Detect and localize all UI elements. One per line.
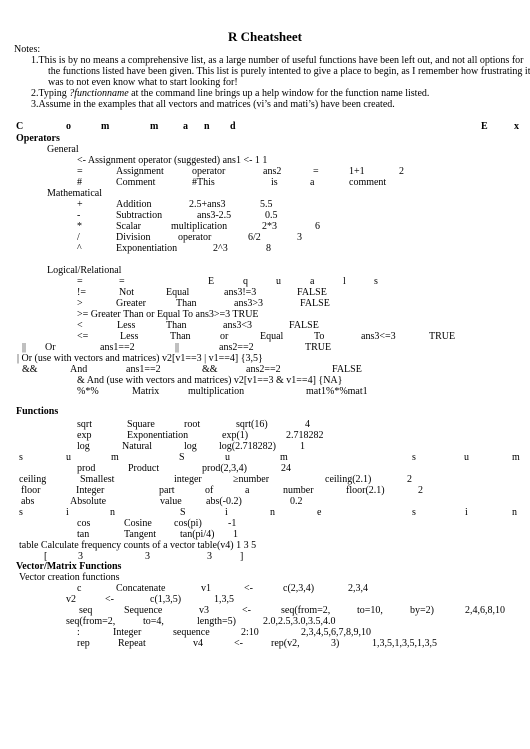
row-5-cell: 6 — [315, 221, 320, 232]
row-25-cell: floor — [21, 485, 41, 496]
row-32-cell: c(2,3,4) — [283, 583, 315, 594]
row-26-cell: abs(-0.2) — [206, 496, 242, 507]
row-1-cell: = — [313, 166, 319, 177]
row-17-cell: & And (use with vectors and matrices) v2[v1==3 & v1==4] {NA} — [77, 375, 343, 386]
row-18-cell: multiplication — [188, 386, 245, 397]
row-36-cell: sequence — [173, 627, 210, 638]
row-2-cell: comment — [349, 177, 387, 188]
row-27-cell: i — [465, 507, 468, 518]
row-24-cell: Smallest — [80, 474, 115, 485]
row-21-cell: log — [184, 441, 197, 452]
row-27-cell: n — [270, 507, 275, 518]
row-35-cell: length=5) — [197, 616, 236, 627]
row-4-cell: 0.5 — [265, 210, 278, 221]
row-32-cell: Concatenate — [116, 583, 166, 594]
row-34-cell: <- — [242, 605, 251, 616]
row-14-cell: TRUE — [305, 342, 332, 353]
row-35-cell: 2.0,2.5,3.0,3.5,4.0 — [263, 616, 336, 627]
row-30-cell: table Calculate frequency counts of a vector table(v4) 1 3 5 — [19, 540, 257, 551]
row-27-cell: i — [225, 507, 228, 518]
row-1-cell: = — [77, 166, 83, 177]
row-18-cell: Matrix — [132, 386, 160, 397]
subsection-general: General — [47, 144, 79, 155]
note-1-line-3: was to not even know what to start looking for! — [48, 77, 238, 88]
row-27-cell: s — [19, 507, 23, 518]
row-23-cell: 24 — [281, 463, 291, 474]
row-26-cell: value — [160, 496, 182, 507]
row-31-cell: 3 — [207, 551, 212, 562]
row-27-cell: s — [412, 507, 416, 518]
row-29-cell: tan(pi/4) — [180, 529, 215, 540]
row-24-cell: ceiling — [19, 474, 47, 485]
row-21-cell: log(2.718282) — [219, 441, 276, 452]
row-31-cell: [ — [44, 551, 48, 562]
row-12-cell: Than — [166, 320, 187, 331]
row-5-cell: * — [77, 221, 82, 232]
row-2-cell: # — [77, 177, 82, 188]
row-8-cell: = — [77, 276, 83, 287]
row-27-cell: e — [317, 507, 322, 518]
row-27-cell: i — [66, 507, 69, 518]
row-19-cell: sqrt — [77, 419, 92, 430]
row-5-cell: Scalar — [116, 221, 141, 232]
row-16-cell: && — [202, 364, 218, 375]
row-37-cell: 3) — [331, 638, 340, 649]
row-23-cell: Product — [128, 463, 160, 474]
row-22-cell: s — [412, 452, 416, 463]
row-16-cell: And — [70, 364, 88, 375]
row-32-cell: c — [77, 583, 82, 594]
row-34-cell: seq — [79, 605, 93, 616]
row-33-cell: 1,3,5 — [214, 594, 234, 605]
row-9-cell: Equal — [166, 287, 190, 298]
row-14-cell: ans1==2 — [100, 342, 135, 353]
row-1-cell: ans2 — [263, 166, 282, 177]
notes-label: Notes: — [14, 44, 41, 55]
row-33-cell: c(1,3,5) — [150, 594, 182, 605]
row-36-cell: 2,3,4,5,6,7,8,9,10 — [301, 627, 371, 638]
row-9-cell: ans3!=3 — [224, 287, 257, 298]
row-22-cell: m — [512, 452, 520, 463]
row-24-cell: ceiling(2.1) — [325, 474, 372, 485]
row-36-cell: 2:10 — [241, 627, 259, 638]
row-12-cell: FALSE — [289, 320, 319, 331]
row-11-cell: >= Greater Than or Equal To ans3>=3 TRUE — [77, 309, 259, 320]
row-2-cell: is — [271, 177, 278, 188]
header-letter: m — [101, 121, 110, 132]
row-10-cell: ans3>3 — [234, 298, 263, 309]
row-37-cell: v4 — [193, 638, 203, 649]
row-13-cell: Equal — [260, 331, 284, 342]
row-32-cell: <- — [244, 583, 253, 594]
row-24-cell: integer — [174, 474, 202, 485]
row-8-cell: = — [119, 276, 125, 287]
row-14-cell: ans2==2 — [219, 342, 254, 353]
row-28-cell: cos(pi) — [174, 518, 202, 529]
note-1-line-2: the functions listed have been given. This list is purely intented to give a place to begin, as I remember how frustrating it — [48, 66, 530, 77]
row-20-cell: 2.718282 — [286, 430, 324, 441]
note-3: 3.Assume in the examples that all vectors and matrices (vi’s and mati’s) have been created. — [31, 99, 395, 110]
row-33-cell: v2 — [66, 594, 76, 605]
row-26-cell: 0.2 — [290, 496, 303, 507]
row-4-cell: ans3-2.5 — [197, 210, 232, 221]
row-34-cell: by=2) — [410, 605, 434, 616]
row-25-cell: floor(2.1) — [346, 485, 385, 496]
row-12-cell: ans3<3 — [223, 320, 252, 331]
row-29-cell: Tangent — [124, 529, 157, 540]
row-2-cell: #This — [192, 177, 215, 188]
row-7-cell: 8 — [266, 243, 271, 254]
row-3-cell: + — [77, 199, 83, 210]
row-35-cell: seq(from=2, — [66, 616, 116, 627]
row-22-cell: m — [280, 452, 288, 463]
row-28-cell: Cosine — [124, 518, 152, 529]
row-22-cell: s — [19, 452, 23, 463]
row-21-cell: log — [77, 441, 90, 452]
row-27-cell: n — [512, 507, 517, 518]
row-1-cell: 2 — [399, 166, 404, 177]
row-31-cell: ] — [240, 551, 244, 562]
row-25-cell: Integer — [76, 485, 105, 496]
row-6-cell: 3 — [297, 232, 302, 243]
row-3-cell: 2.5+ans3 — [189, 199, 226, 210]
row-13-cell: To — [314, 331, 325, 342]
row-25-cell: of — [205, 485, 214, 496]
header-letter: m — [150, 121, 159, 132]
row-25-cell: 2 — [418, 485, 423, 496]
row-25-cell: number — [283, 485, 314, 496]
row-13-cell: TRUE — [429, 331, 456, 342]
section-vector-matrix: Vector/Matrix Functions — [16, 561, 122, 572]
row-37-cell: Repeat — [118, 638, 146, 649]
row-27-cell: S — [180, 507, 186, 518]
row-28-cell: cos — [77, 518, 91, 529]
row-16-cell: ans1==2 — [126, 364, 161, 375]
row-7-cell: 2^3 — [213, 243, 228, 254]
row-37-cell: 1,3,5,1,3,5,1,3,5 — [372, 638, 437, 649]
row-13-cell: <= — [77, 331, 89, 342]
row-22-cell: u — [66, 452, 71, 463]
row-8-cell: a — [310, 276, 315, 287]
row-37-cell: rep — [77, 638, 90, 649]
row-22-cell: u — [225, 452, 230, 463]
row-12-cell: Less — [117, 320, 136, 331]
row-12-cell: < — [77, 320, 83, 331]
row-14-cell: || — [22, 342, 27, 353]
row-8-cell: q — [243, 276, 248, 287]
note-1-line-1: 1.This is by no means a comprehensive list, as a large number of useful functions have been left out, and not all options for — [31, 55, 524, 66]
row-13-cell: or — [220, 331, 229, 342]
note-2-post: at the command line brings up a help window for the function name listed. — [128, 88, 430, 99]
section-functions: Functions — [16, 406, 59, 417]
header-letter: a — [183, 121, 188, 132]
row-9-cell: Not — [119, 287, 134, 298]
row-19-cell: root — [184, 419, 201, 430]
subsection-vector-creation: Vector creation functions — [19, 572, 120, 583]
row-26-cell: Absolute — [70, 496, 107, 507]
row-19-cell: 4 — [305, 419, 310, 430]
note-2-pre: 2.Typing — [31, 88, 70, 99]
row-36-cell: Integer — [113, 627, 142, 638]
row-21-cell: 1 — [300, 441, 305, 452]
row-1-cell: Assignment — [116, 166, 164, 177]
row-22-cell: m — [111, 452, 119, 463]
row-6-cell: / — [77, 232, 80, 243]
row-6-cell: 6/2 — [248, 232, 261, 243]
row-4-cell: - — [77, 210, 81, 221]
row-37-cell: rep(v2, — [271, 638, 300, 649]
row-31-cell: 3 — [78, 551, 83, 562]
row-14-cell: Or — [45, 342, 56, 353]
row-32-cell: 2,3,4 — [348, 583, 368, 594]
row-6-cell: Division — [116, 232, 151, 243]
row-21-cell: Natural — [122, 441, 152, 452]
row-25-cell: a — [245, 485, 250, 496]
row-29-cell: 1 — [233, 529, 238, 540]
row-25-cell: part — [159, 485, 175, 496]
row-10-cell: > — [77, 298, 83, 309]
row-28-cell: -1 — [228, 518, 237, 529]
row-20-cell: exp — [77, 430, 92, 441]
row-10-cell: Than — [176, 298, 197, 309]
row-22-cell: u — [464, 452, 469, 463]
section-operators: Operators — [16, 133, 60, 144]
row-8-cell: s — [374, 276, 378, 287]
subsection-mathematical: Mathematical — [47, 188, 102, 199]
row-1-cell: 1+1 — [349, 166, 365, 177]
row-2-cell: a — [310, 177, 315, 188]
row-24-cell: ≥number — [233, 474, 270, 485]
row-10-cell: Greater — [116, 298, 146, 309]
row-35-cell: to=4, — [143, 616, 164, 627]
header-letter: o — [66, 121, 71, 132]
row-14-cell: || — [175, 342, 180, 353]
row-7-cell: Exponentiation — [116, 243, 178, 254]
row-6-cell: operator — [178, 232, 212, 243]
row-20-cell: Exponentiation — [127, 430, 189, 441]
row-22-cell: S — [179, 452, 185, 463]
row-3-cell: Addition — [116, 199, 152, 210]
row-34-cell: 2,4,6,8,10 — [465, 605, 505, 616]
row-8-cell: l — [343, 276, 346, 287]
row-16-cell: ans2==2 — [246, 364, 281, 375]
row-23-cell: prod — [77, 463, 96, 474]
row-32-cell: v1 — [201, 583, 211, 594]
row-16-cell: FALSE — [332, 364, 362, 375]
header-letter: x — [514, 121, 519, 132]
row-10-cell: FALSE — [300, 298, 330, 309]
header-letter: d — [230, 121, 236, 132]
row-19-cell: Square — [127, 419, 155, 430]
row-8-cell: u — [276, 276, 281, 287]
row-9-cell: FALSE — [297, 287, 327, 298]
header-letter: E — [481, 121, 488, 132]
page-title: R Cheatsheet — [227, 29, 302, 44]
row-2-cell: Comment — [116, 177, 156, 188]
row-24-cell: 2 — [407, 474, 412, 485]
row-5-cell: 2*3 — [262, 221, 277, 232]
row-16-cell: && — [22, 364, 38, 375]
row-13-cell: ans3<=3 — [361, 331, 396, 342]
row-8-cell: E — [208, 276, 215, 287]
subsection-logical: Logical/Relational — [47, 265, 122, 276]
header-letter: n — [204, 121, 210, 132]
row-7-cell: ^ — [77, 243, 82, 254]
row-18-cell: %*% — [77, 386, 99, 397]
row-1-cell: operator — [192, 166, 226, 177]
row-5-cell: multiplication — [171, 221, 228, 232]
row-33-cell: <- — [105, 594, 114, 605]
row-29-cell: tan — [77, 529, 90, 540]
row-34-cell: Sequence — [124, 605, 163, 616]
row-36-cell: : — [77, 627, 80, 638]
row-18-cell: mat1%*%mat1 — [306, 386, 368, 397]
row-20-cell: exp(1) — [222, 430, 249, 441]
header-letter: C — [16, 121, 24, 132]
row-27-cell: n — [110, 507, 115, 518]
row-13-cell: Less — [120, 331, 139, 342]
row-34-cell: seq(from=2, — [281, 605, 331, 616]
row-15-cell: | Or (use with vectors and matrices) v2[v1==3 | v1==4] {3,5} — [17, 353, 263, 364]
row-9-cell: != — [77, 287, 86, 298]
row-37-cell: <- — [234, 638, 243, 649]
row-19-cell: sqrt(16) — [236, 419, 268, 430]
row-26-cell: abs — [21, 496, 35, 507]
row-4-cell: Subtraction — [116, 210, 163, 221]
row-23-cell: prod(2,3,4) — [202, 463, 247, 474]
note-2-function-name: ?functionname — [69, 88, 129, 99]
row-31-cell: 3 — [145, 551, 150, 562]
row-34-cell: to=10, — [357, 605, 383, 616]
row-13-cell: Than — [170, 331, 191, 342]
row-0-cell: <- Assignment operator (suggested) ans1 <- 1 1 — [77, 155, 268, 166]
row-3-cell: 5.5 — [260, 199, 273, 210]
row-34-cell: v3 — [199, 605, 209, 616]
